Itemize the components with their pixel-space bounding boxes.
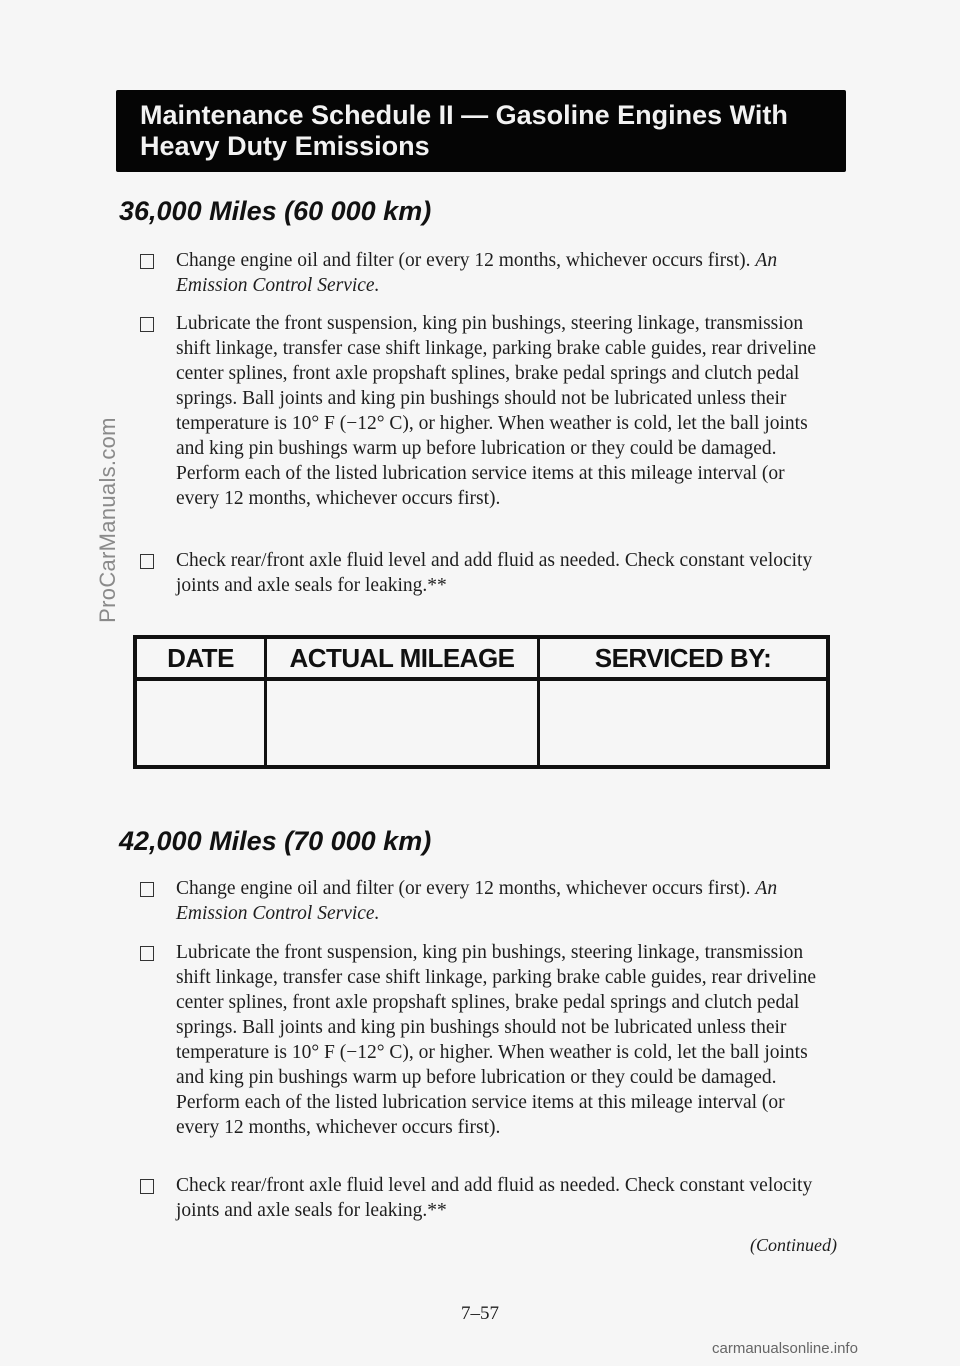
checkbox-icon[interactable] bbox=[140, 1179, 154, 1194]
continued-note: (Continued) bbox=[750, 1235, 837, 1255]
footer-watermark: carmanualsonline.info bbox=[712, 1340, 858, 1357]
checklist-item bbox=[140, 876, 830, 926]
page-number: 7–57 bbox=[461, 1303, 499, 1324]
banner-title bbox=[140, 100, 840, 162]
checklist-item bbox=[140, 248, 830, 298]
mileage-heading-42000: 42,000 Miles (70 000 km) bbox=[119, 826, 432, 856]
section-banner bbox=[116, 90, 846, 172]
emission-note: An Emission Control Service. bbox=[176, 878, 778, 924]
checkbox-icon[interactable] bbox=[140, 882, 154, 897]
service-log-table bbox=[133, 635, 830, 769]
side-watermark: ProCarManuals.com bbox=[95, 417, 120, 623]
banner-line-1: Maintenance Schedule II — Gasoline Engines With bbox=[140, 100, 788, 130]
checkbox-icon[interactable] bbox=[140, 317, 154, 332]
checklist-item bbox=[140, 548, 830, 598]
item-text: Change engine oil and filter (or every 12 months, whichever occurs first). bbox=[176, 878, 751, 899]
item-text: Lubricate the front suspension, king pin bushings, steering linkage, transmission shift linkage, transfer case shift linkage, parking brake cable guides, rear driveline center splines, front axle propshaft splines, brake pedal springs and clutch pedal springs. Ball joints and king pin bushings should not be lubricated unless their temperature is 10° F (−12° C), or higher. When weather is cold, let the ball joints and king pin bushings warm up before lubrication or they could be damaged. Perform each of the listed lubrication service items at this mileage interval (or every 12 months, whichever occurs first). bbox=[176, 313, 816, 509]
item-text: Check rear/front axle fluid level and add fluid as needed. Check constant velocity joints and axle seals for leaking.** bbox=[176, 1175, 813, 1221]
checkbox-icon[interactable] bbox=[140, 254, 154, 269]
mileage-heading-36000: 36,000 Miles (60 000 km) bbox=[119, 196, 432, 226]
banner-line-2: Heavy Duty Emissions bbox=[140, 131, 430, 161]
checklist-item bbox=[140, 1173, 830, 1223]
column-header-date: DATE bbox=[137, 639, 267, 681]
mileage-entry-cell[interactable] bbox=[267, 681, 540, 765]
column-header-serviced-by: SERVICED BY: bbox=[540, 639, 826, 681]
serviced-by-entry-cell[interactable] bbox=[540, 681, 826, 765]
checklist-item bbox=[140, 311, 830, 511]
checklist-item bbox=[140, 940, 830, 1140]
checkbox-icon[interactable] bbox=[140, 946, 154, 961]
item-text: Lubricate the front suspension, king pin bushings, steering linkage, transmission shift linkage, transfer case shift linkage, parking brake cable guides, rear driveline center splines, front axle propshaft splines, brake pedal springs and clutch pedal springs. Ball joints and king pin bushings should not be lubricated unless their temperature is 10° F (−12° C), or higher. When weather is cold, let the ball joints and king pin bushings warm up before lubrication or they could be damaged. Perform each of the listed lubrication service items at this mileage interval (or every 12 months, whichever occurs first). bbox=[176, 942, 816, 1138]
item-text: Check rear/front axle fluid level and add fluid as needed. Check constant velocity joints and axle seals for leaking.** bbox=[176, 550, 813, 596]
emission-note: An Emission Control Service. bbox=[176, 250, 778, 296]
checkbox-icon[interactable] bbox=[140, 554, 154, 569]
item-text: Change engine oil and filter (or every 12 months, whichever occurs first). bbox=[176, 250, 751, 271]
date-entry-cell[interactable] bbox=[137, 681, 267, 765]
column-header-actual-mileage: ACTUAL MILEAGE bbox=[267, 639, 540, 681]
